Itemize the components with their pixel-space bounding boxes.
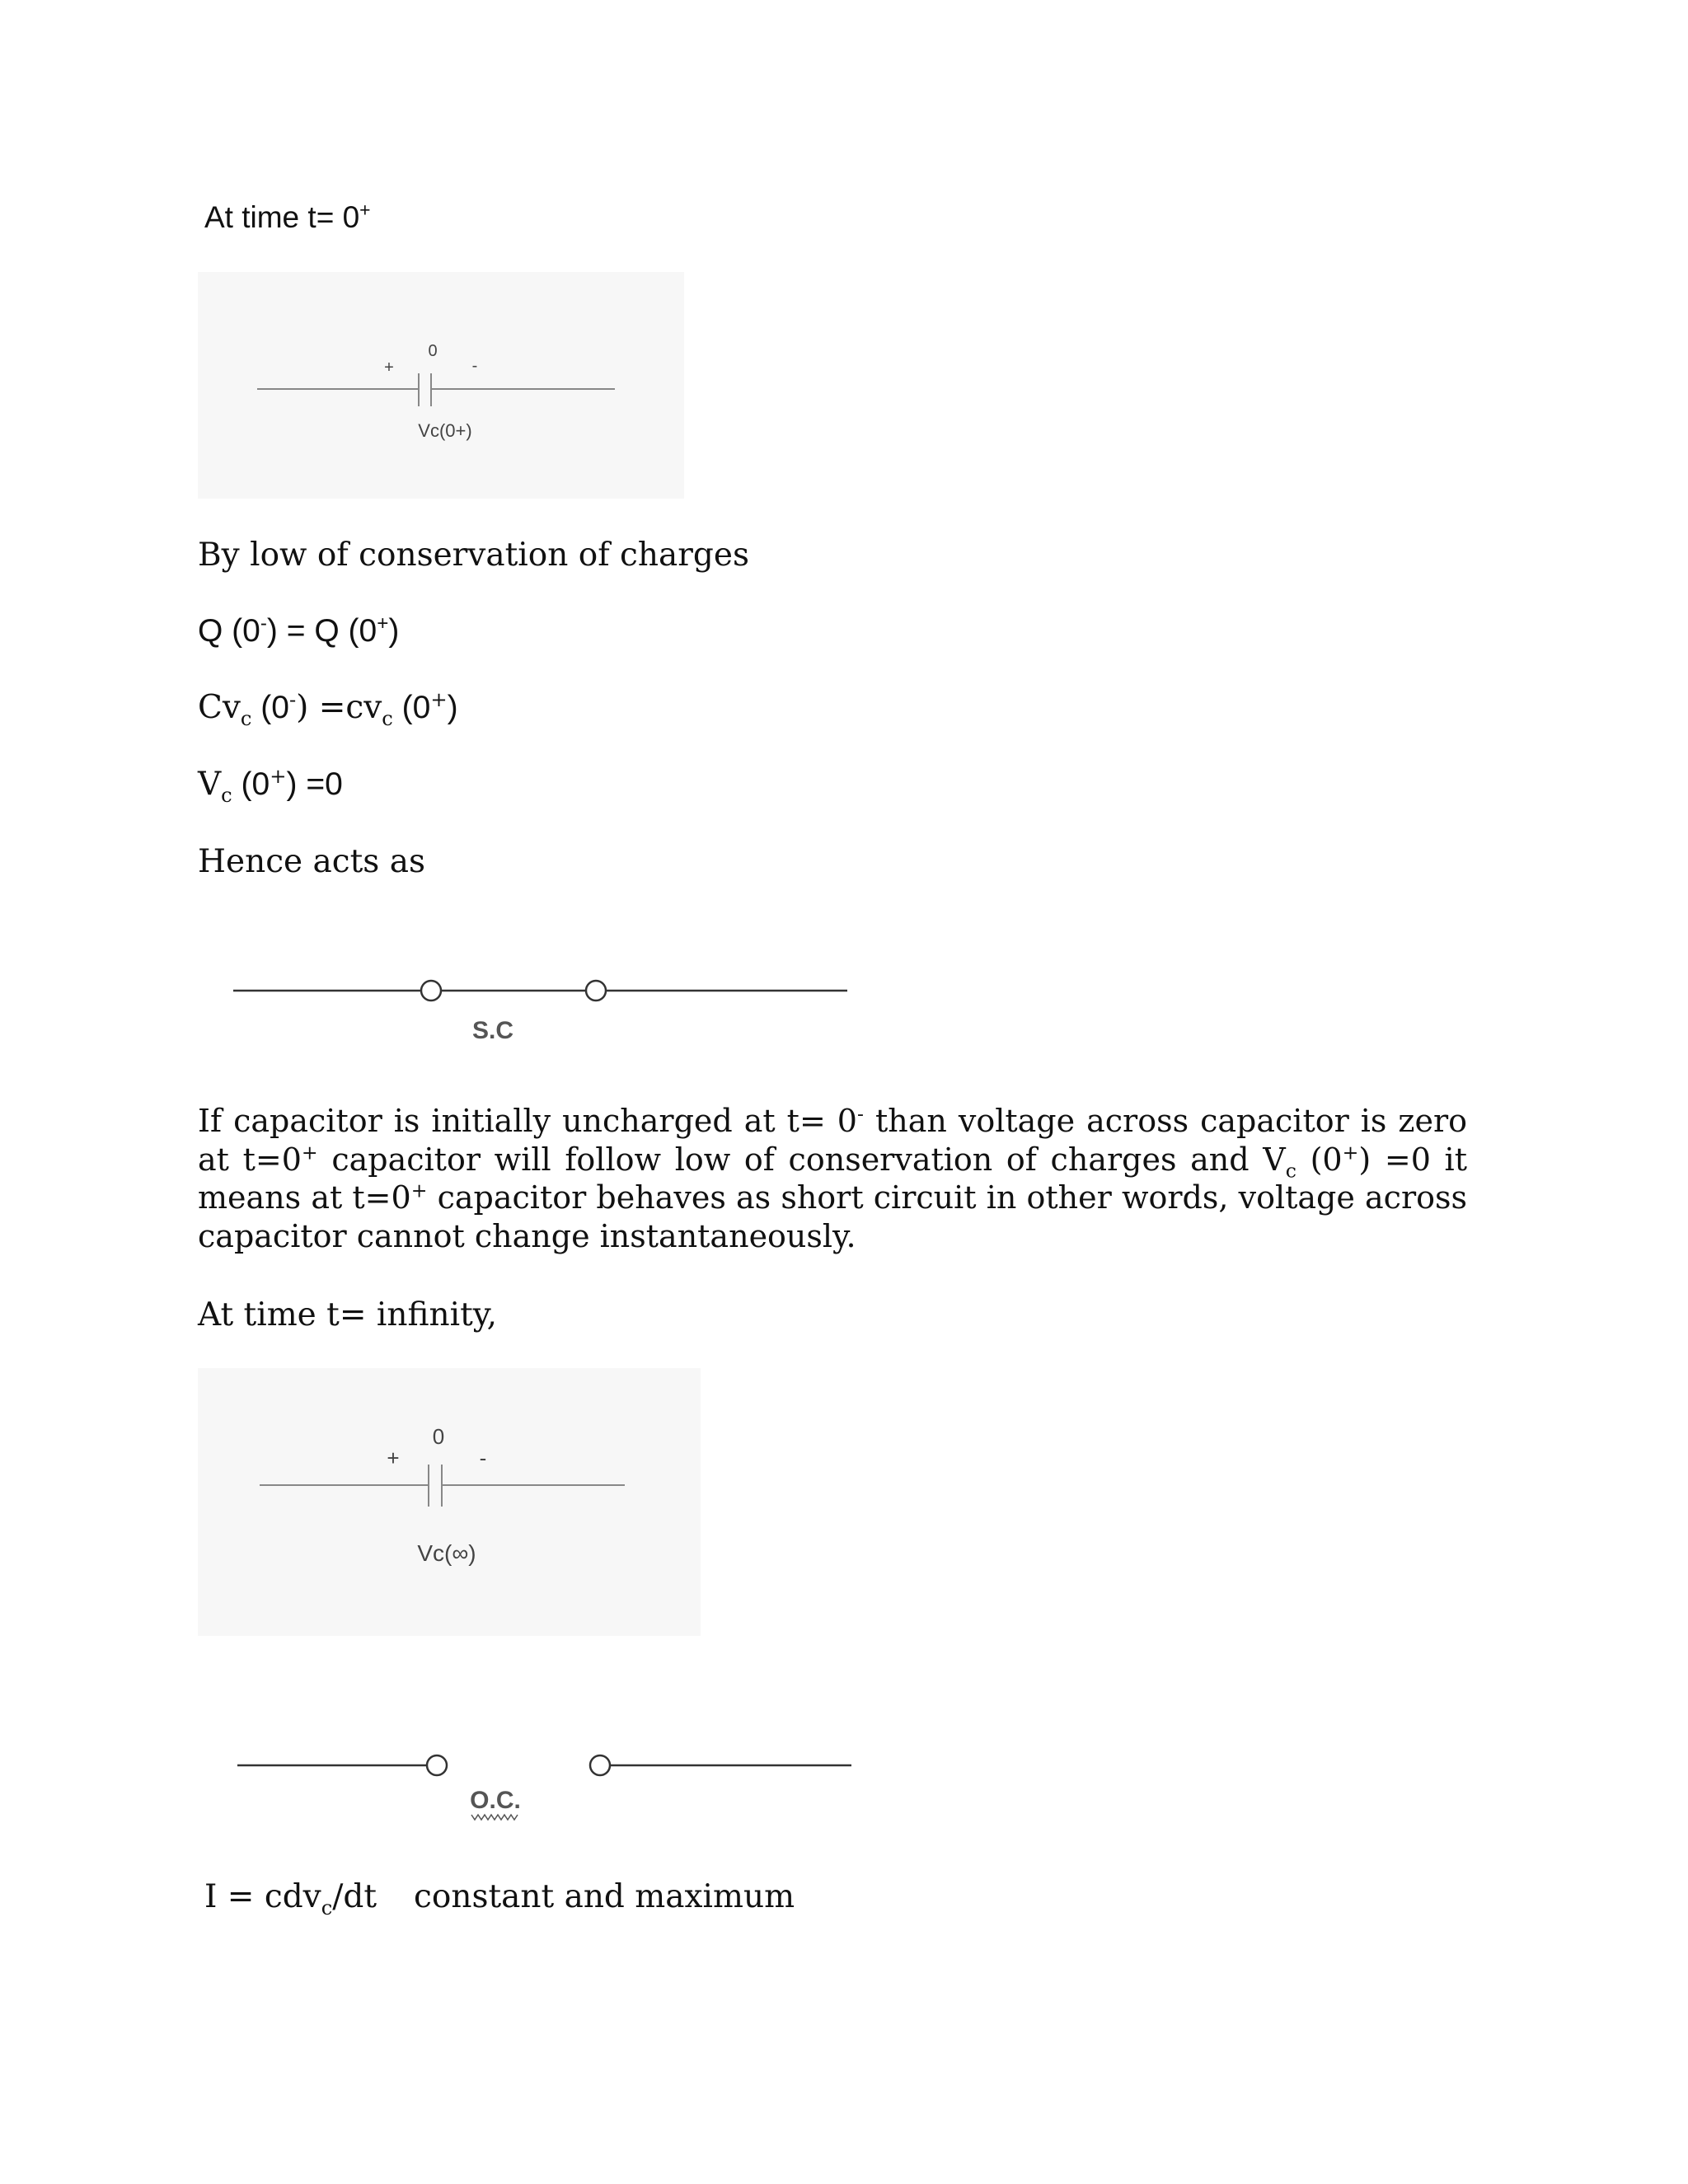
explanation-paragraph xyxy=(198,1102,1467,1255)
equation-vc xyxy=(198,765,343,807)
eq3-sub-a: c xyxy=(221,783,232,807)
eq2-part-a: Cv xyxy=(198,689,241,726)
open-circuit-label: O.C. xyxy=(470,1787,521,1814)
current-eq-sub: c xyxy=(321,1896,333,1919)
eq3-part-a: V xyxy=(198,766,222,803)
para-sup-5: + xyxy=(410,1179,428,1202)
fig1-voltage-label: Vc(0+) xyxy=(418,420,472,441)
para-sub-3: c xyxy=(1285,1159,1296,1183)
eq2-sup-d: + xyxy=(430,688,448,711)
fig2-minus-label: - xyxy=(479,1446,487,1470)
equation-cv xyxy=(198,688,458,728)
capacitor-diagram-t0plus xyxy=(198,272,692,503)
conservation-intro: By low of conservation of charges xyxy=(198,537,749,574)
short-circuit-label: S.C xyxy=(471,1017,514,1044)
eq3-part-c: ) =0 xyxy=(286,766,343,802)
current-eq-part-a: I = cdv xyxy=(204,1878,321,1915)
fig1-minus-label: - xyxy=(471,357,478,375)
para-part-4: (0 xyxy=(1296,1141,1343,1178)
eq3-sup-b: + xyxy=(270,765,287,788)
short-circuit-diagram xyxy=(231,964,857,1055)
eq1-part-c: ) xyxy=(388,613,400,649)
fig1-plus-label: + xyxy=(384,359,394,377)
para-sup-1: - xyxy=(856,1102,864,1126)
para-part-1: If capacitor is initially uncharged at t= 0 xyxy=(198,1103,857,1139)
open-circuit-diagram xyxy=(235,1739,861,1846)
eq2-part-b: (0 xyxy=(251,690,289,725)
eq2-part-e: ) xyxy=(447,690,458,725)
current-note: constant and maximum xyxy=(414,1878,795,1915)
eq1-part-b: ) = Q (0 xyxy=(266,613,377,649)
para-part-6: capacitor behaves as short circuit in other words, voltage across capacitor cannot change instantaneously. xyxy=(198,1179,1467,1254)
hence-acts-as: Hence acts as xyxy=(198,843,425,880)
current-equation xyxy=(204,1877,377,1917)
eq1-part-a: Q (0 xyxy=(198,613,260,649)
eq2-part-d: (0 xyxy=(392,690,431,725)
para-part-3: capacitor will follow low of conservation of charges and V xyxy=(317,1141,1286,1178)
para-part-2: than voltage across capacitor is zero at t=0 xyxy=(198,1103,1467,1178)
fig2-voltage-label: Vc(∞) xyxy=(417,1540,476,1566)
fig2-top-label: 0 xyxy=(432,1424,445,1449)
fig2-plus-label: + xyxy=(387,1446,400,1470)
current-eq-part-b: /dt xyxy=(332,1878,377,1915)
para-part-5: ) =0 it means at t=0 xyxy=(198,1141,1467,1216)
equation-charge xyxy=(198,612,399,651)
heading-text: At time t= 0 xyxy=(204,200,360,234)
para-sup-2: + xyxy=(301,1140,318,1164)
para-sup-4: + xyxy=(1342,1140,1359,1164)
eq2-part-c: ) =cv xyxy=(296,689,382,726)
eq2-sub-a: c xyxy=(240,706,252,730)
eq2-sup-b: - xyxy=(288,688,297,711)
eq2-sub-c: c xyxy=(382,706,393,730)
capacitor-diagram-tinf xyxy=(198,1368,709,1640)
fig1-top-label: 0 xyxy=(428,342,438,360)
heading-t-zero-plus xyxy=(204,198,371,237)
heading-sup: + xyxy=(359,199,371,221)
heading-t-infinity: At time t= infinity, xyxy=(198,1296,498,1333)
eq1-sup-a: - xyxy=(260,612,267,635)
eq1-sup-b: + xyxy=(377,612,389,635)
eq3-part-b: (0 xyxy=(232,766,270,802)
